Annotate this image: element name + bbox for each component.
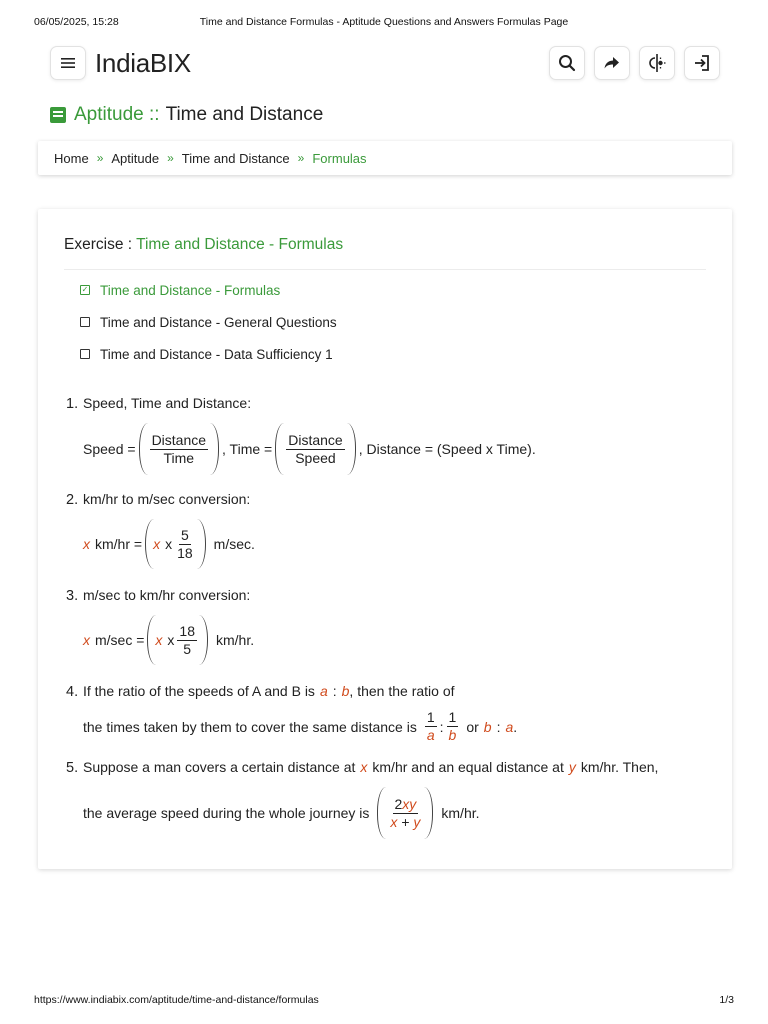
parenthesis: x x $\frac{18}{5}$ <box>147 615 208 665</box>
page-title-category[interactable]: Aptitude :: <box>74 104 160 125</box>
login-icon <box>693 54 711 72</box>
calculator-icon <box>50 107 66 123</box>
site-logo[interactable]: IndiaBIX <box>95 48 191 78</box>
parenthesis <box>275 423 355 475</box>
breadcrumb <box>38 141 732 175</box>
breadcrumb-separator: » <box>96 151 104 165</box>
fraction: $\frac{5}{18}$ <box>177 526 193 561</box>
breadcrumb-formulas: Formulas <box>312 150 367 166</box>
exercise-item-data-sufficiency[interactable] <box>64 338 706 370</box>
breadcrumb-separator: » <box>297 151 305 165</box>
breadcrumb-separator: » <box>167 151 174 165</box>
login-button[interactable] <box>684 46 720 80</box>
exercise-item-label: Time and Distance - Formulas <box>100 282 281 298</box>
formula-2-title: 2. km/hr to m/sec conversion: <box>66 491 251 508</box>
page-title-topic: Time and Distance <box>165 104 324 125</box>
fraction: $\frac{1}{b}$ <box>448 709 457 743</box>
checkbox-icon <box>80 349 90 359</box>
formula-5-line-2: the average speed during the whole journey is $\frac{2xy}{x + y}$ km/hr. <box>83 787 480 839</box>
formula-5-line-1: 5. Suppose a man covers a certain distance at x km/hr and an equal distance at y km/hr. Then, <box>66 759 659 776</box>
exercise-label: Exercise : <box>64 236 133 253</box>
contrast-toggle-icon <box>647 53 667 73</box>
print-page-number: 1/3 <box>719 994 734 1006</box>
parenthesis: x x $\frac{5}{18}$ <box>145 519 206 569</box>
exercise-item-label: Time and Distance - Data Sufficiency 1 <box>100 346 333 362</box>
fraction: $\frac{\text{Distance}}{\text{Speed}}$ <box>288 431 343 466</box>
print-datetime: 06/05/2025, 15:28 <box>34 16 119 28</box>
fraction: $\frac{1}{a}$ <box>426 709 435 743</box>
search-icon <box>558 54 576 72</box>
print-footer <box>34 994 734 1008</box>
share-button[interactable] <box>594 46 630 80</box>
breadcrumb-home[interactable]: Home <box>54 150 89 166</box>
print-url: https://www.indiabix.com/aptitude/time-and-distance/formulas <box>34 994 319 1006</box>
fraction: $\frac{18}{5}$ <box>179 622 195 657</box>
share-arrow-icon <box>603 55 621 71</box>
formula-1-body: Speed = $\frac{\text{Distance}}{\text{Time}}$ , Time = $\frac{\text{Distance}}{\text{Speed}}$ , Distance = (Speed x Time). <box>83 423 536 475</box>
breadcrumb-time-and-distance[interactable]: Time and Distance <box>181 150 290 166</box>
parenthesis <box>377 787 433 839</box>
formula-1-title: 1. Speed, Time and Distance: <box>66 395 252 412</box>
checkbox-icon <box>80 317 90 327</box>
breadcrumb-aptitude[interactable]: Aptitude <box>111 150 160 166</box>
exercise-item-formulas[interactable] <box>64 274 706 306</box>
fraction: $\frac{2xy}{x + y}$ <box>390 795 421 830</box>
formula-3-body: x m/sec = x x $\frac{18}{5}$ km/hr. <box>83 615 254 665</box>
exercise-item-label: Time and Distance - General Questions <box>100 314 337 330</box>
fraction: $\frac{\text{Distance}}{\text{Time}}$ <box>151 431 207 466</box>
formula-2-body: x km/hr = x x $\frac{5}{18}$ m/sec. <box>83 519 255 569</box>
page-title <box>50 104 323 126</box>
menu-button[interactable] <box>50 46 86 80</box>
exercise-heading <box>64 236 343 254</box>
top-bar <box>50 46 720 80</box>
print-doc-title: Time and Distance Formulas - Aptitude Questions and Answers Formulas Page <box>199 16 569 28</box>
search-button[interactable] <box>549 46 585 80</box>
exercise-list <box>64 269 706 370</box>
theme-toggle-button[interactable] <box>639 46 675 80</box>
formula-3-title: 3. m/sec to km/hr conversion: <box>66 587 251 604</box>
content-card <box>38 209 732 869</box>
hamburger-icon <box>60 57 76 69</box>
exercise-value: Time and Distance - Formulas <box>136 236 344 253</box>
header-actions <box>549 46 720 80</box>
exercise-item-general-questions[interactable] <box>64 306 706 338</box>
checked-box-icon: ✓ <box>81 285 89 294</box>
print-header <box>34 16 734 30</box>
parenthesis <box>139 423 219 475</box>
formula-4-line-2: the times taken by them to cover the same distance is $\frac{1}{a}$ : $\frac{1}{b}$ or b : a . <box>83 709 518 743</box>
formula-4-line-1: 4. If the ratio of the speeds of A and B is a : b , then the ratio of <box>66 683 455 700</box>
